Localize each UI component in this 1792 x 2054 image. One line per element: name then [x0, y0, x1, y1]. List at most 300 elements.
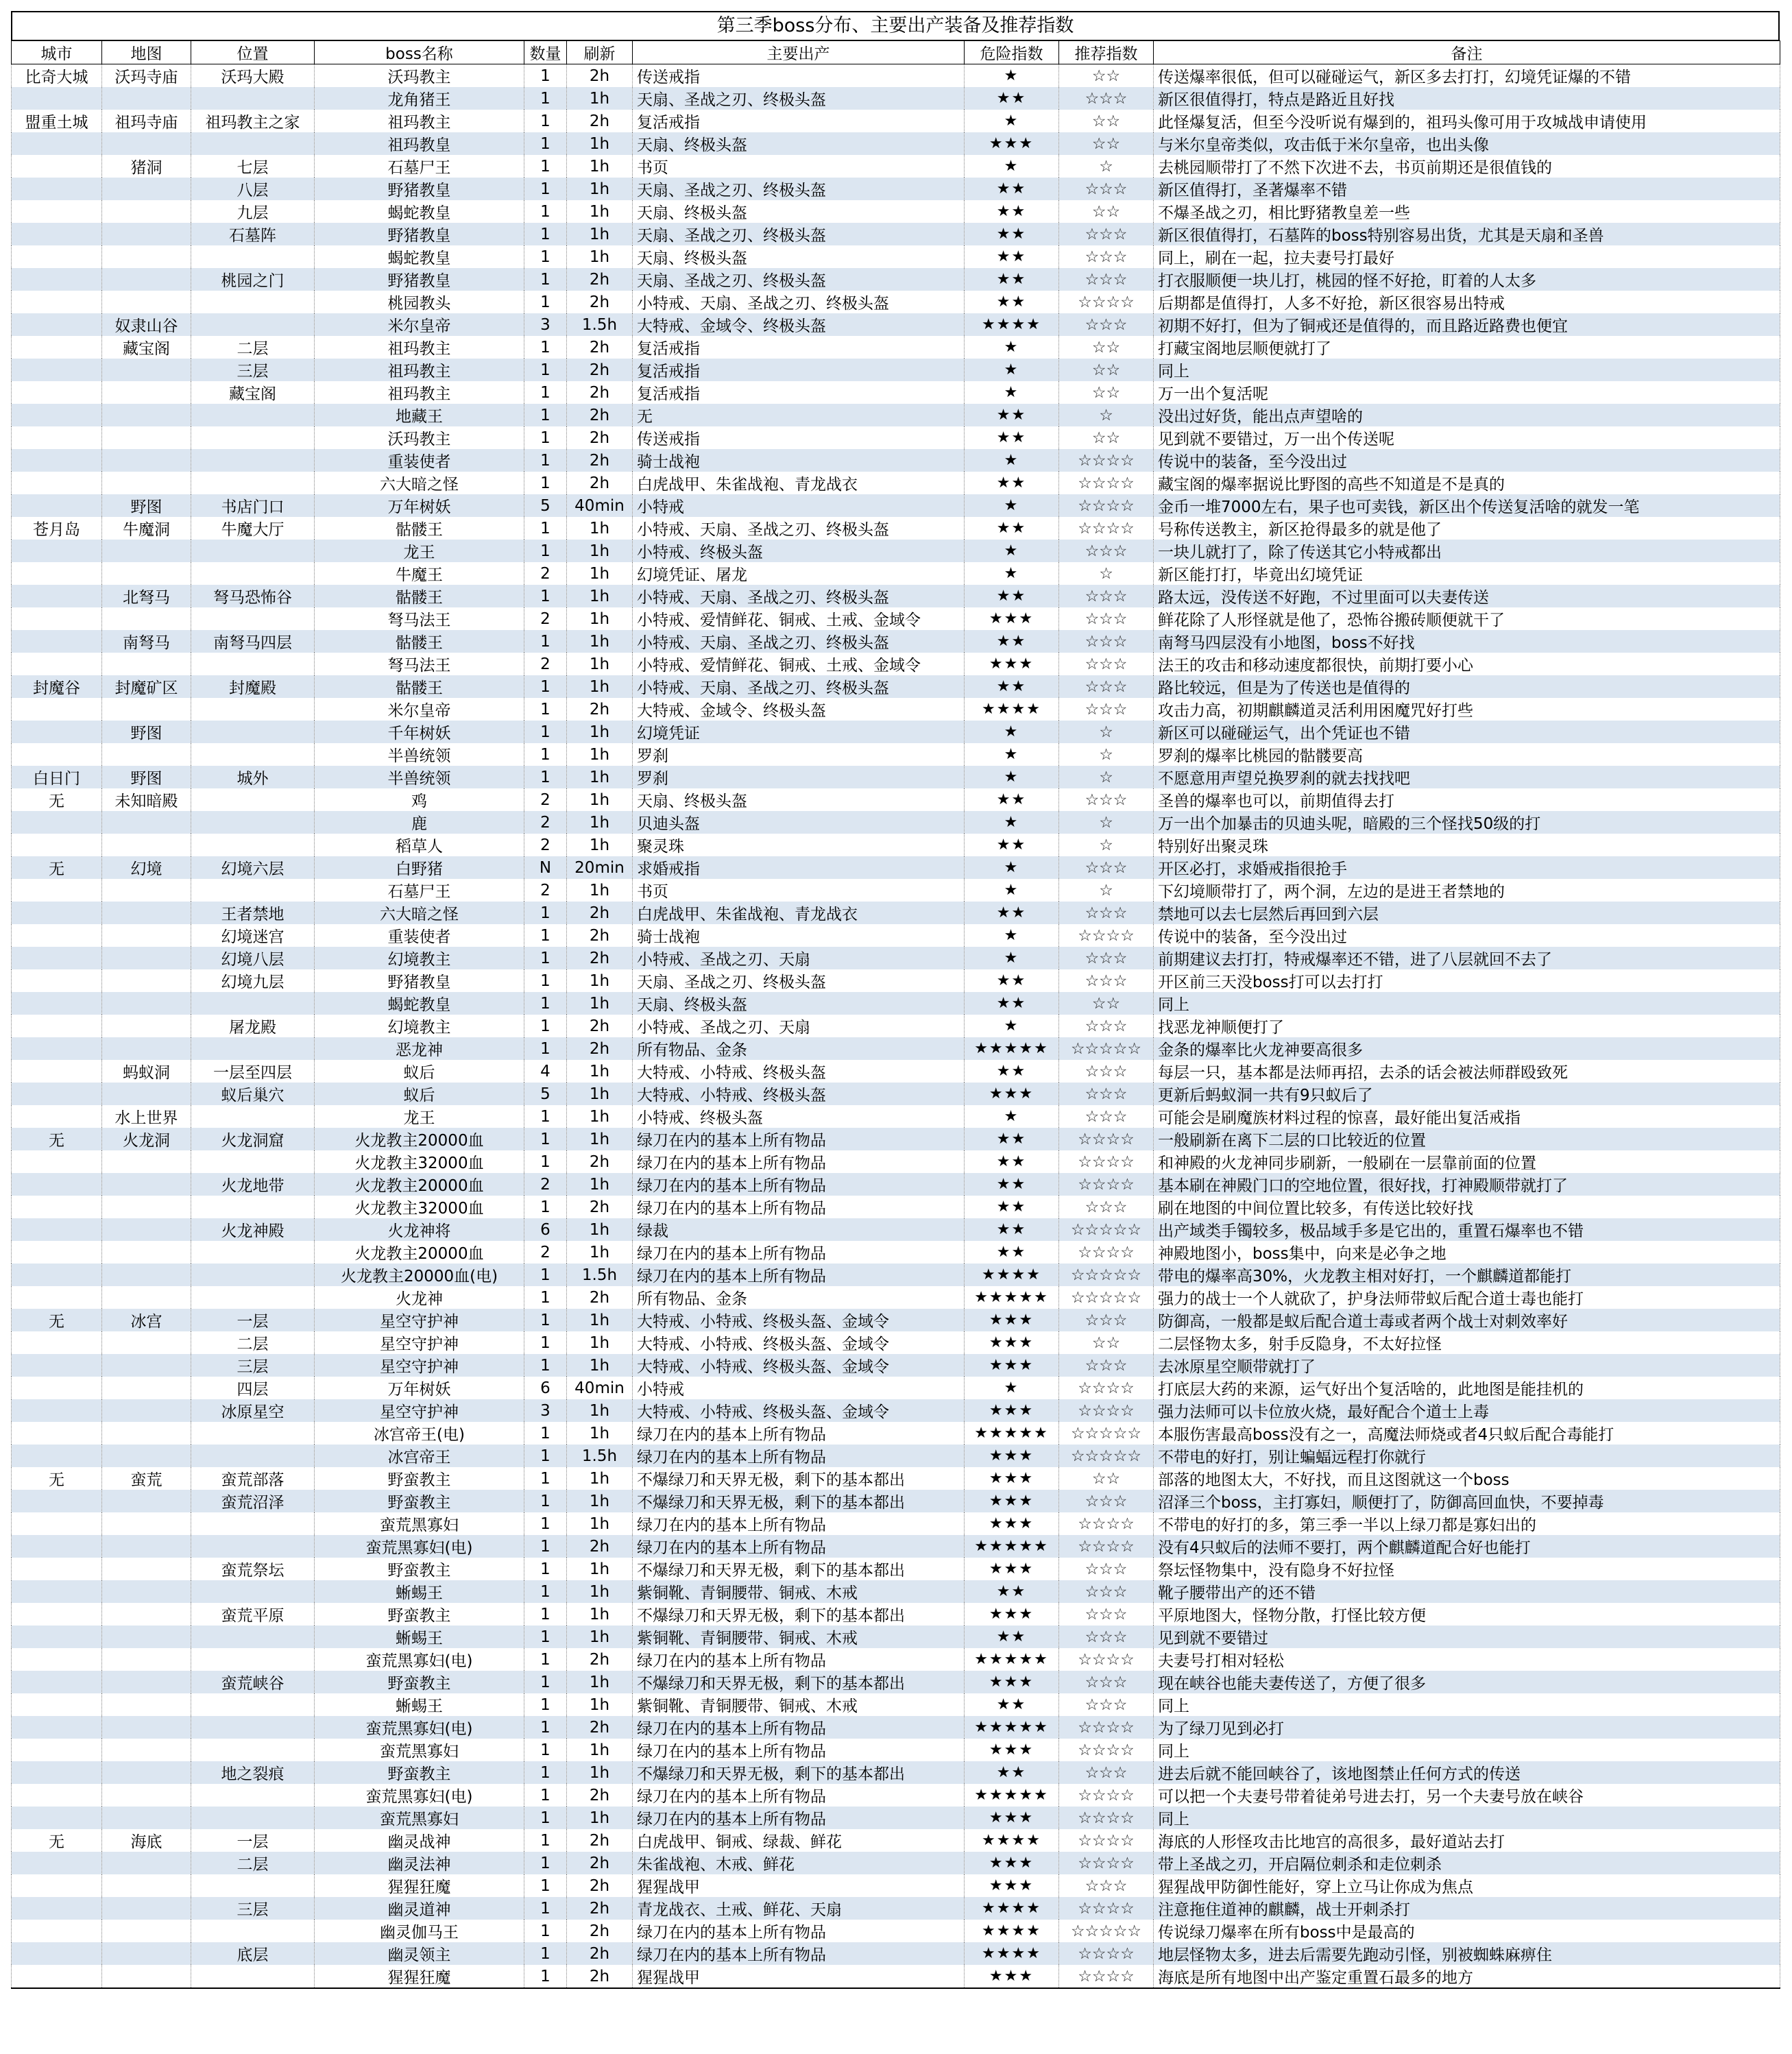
refresh-cell: 2h — [567, 1942, 633, 1965]
city-cell — [12, 607, 102, 630]
danger-cell: ★ — [965, 562, 1059, 585]
map-cell — [102, 1739, 191, 1761]
refresh-cell: 1h — [567, 1422, 633, 1445]
city-cell — [12, 969, 102, 992]
city-cell — [12, 1241, 102, 1264]
drop-cell: 传送戒指 — [633, 426, 965, 449]
refresh-cell: 1h — [567, 1693, 633, 1716]
refresh-cell: 1h — [567, 223, 633, 245]
refresh-cell: 1h — [567, 721, 633, 743]
city-cell — [12, 494, 102, 517]
danger-cell: ★★ — [965, 1196, 1059, 1218]
location-cell: 蚁后巢穴 — [191, 1083, 315, 1105]
recommend-cell: ☆☆☆☆ — [1059, 1739, 1154, 1761]
city-cell — [12, 1874, 102, 1897]
refresh-cell: 2h — [567, 336, 633, 359]
count-cell: 1 — [524, 1829, 567, 1852]
drop-cell: 无 — [633, 404, 965, 426]
recommend-cell: ☆☆☆☆ — [1059, 1241, 1154, 1264]
table-row — [12, 721, 1780, 743]
table-row — [12, 64, 1780, 88]
city-cell — [12, 1920, 102, 1942]
drop-cell: 小特戒、爱情鲜花、铜戒、土戒、金域令 — [633, 607, 965, 630]
table-row — [12, 1761, 1780, 1784]
danger-cell: ★★ — [965, 1580, 1059, 1603]
location-cell — [191, 1535, 315, 1558]
table-row — [12, 1626, 1780, 1648]
map-cell — [102, 924, 191, 947]
map-cell: 蚂蚁洞 — [102, 1060, 191, 1083]
map-cell — [102, 1173, 191, 1196]
table-row — [12, 1083, 1780, 1105]
boss-name-cell: 半兽统领 — [315, 743, 524, 766]
location-cell — [191, 1920, 315, 1942]
danger-cell: ★★ — [965, 404, 1059, 426]
table-row — [12, 291, 1780, 313]
recommend-cell: ☆☆☆ — [1059, 1083, 1154, 1105]
note-cell: 新区值得打，圣著爆率不错 — [1154, 178, 1780, 200]
header-cell: 位置 — [191, 41, 315, 64]
recommend-cell: ☆☆☆ — [1059, 653, 1154, 675]
count-cell: 1 — [524, 426, 567, 449]
city-cell — [12, 1807, 102, 1829]
city-cell — [12, 1331, 102, 1354]
table-row — [12, 87, 1780, 110]
note-cell: 没有4只蚁后的法师不要打，两个麒麟道配合好也能打 — [1154, 1535, 1780, 1558]
danger-cell: ★★ — [965, 1173, 1059, 1196]
boss-name-cell: 火龙教主20000血 — [315, 1128, 524, 1150]
boss-name-cell: 蚁后 — [315, 1060, 524, 1083]
count-cell: 1 — [524, 630, 567, 653]
drop-cell: 传送戒指 — [633, 64, 965, 88]
city-cell — [12, 834, 102, 856]
table-row — [12, 1897, 1780, 1920]
location-cell: 二层 — [191, 336, 315, 359]
danger-cell: ★ — [965, 879, 1059, 902]
note-cell: 带电的爆率高30%，火龙教主相对好打，一个麒麟道都能打 — [1154, 1264, 1780, 1286]
boss-name-cell: 火龙教主20000血 — [315, 1241, 524, 1264]
map-cell — [102, 1196, 191, 1218]
drop-cell: 大特戒、小特戒、终极头盔、金域令 — [633, 1331, 965, 1354]
danger-cell: ★ — [965, 155, 1059, 178]
note-cell: 平原地图大，怪物分散，打怪比较方便 — [1154, 1603, 1780, 1626]
table-row — [12, 1422, 1780, 1445]
recommend-cell: ☆☆☆ — [1059, 788, 1154, 811]
drop-cell: 绿刀在内的基本上所有物品 — [633, 1920, 965, 1942]
location-cell: 蛮荒部落 — [191, 1467, 315, 1490]
recommend-cell: ☆☆☆☆ — [1059, 1807, 1154, 1829]
recommend-cell: ☆ — [1059, 404, 1154, 426]
note-cell: 一般刷新在离下二层的口比较近的位置 — [1154, 1128, 1780, 1150]
recommend-cell: ☆☆ — [1059, 359, 1154, 381]
boss-name-cell: 重装使者 — [315, 924, 524, 947]
location-cell — [191, 291, 315, 313]
refresh-cell: 1h — [567, 200, 633, 223]
table-row — [12, 879, 1780, 902]
note-cell: 去冰原星空顺带就打了 — [1154, 1354, 1780, 1377]
danger-cell: ★★ — [965, 675, 1059, 698]
map-cell — [102, 1671, 191, 1693]
count-cell: 1 — [524, 245, 567, 268]
location-cell — [191, 743, 315, 766]
table-row — [12, 268, 1780, 291]
count-cell: 1 — [524, 1264, 567, 1286]
table-row — [12, 1716, 1780, 1739]
count-cell: 1 — [524, 947, 567, 969]
location-cell: 蛮荒祭坛 — [191, 1558, 315, 1580]
boss-name-cell: 野猪教皇 — [315, 223, 524, 245]
city-cell — [12, 1218, 102, 1241]
drop-cell: 复活戒指 — [633, 336, 965, 359]
note-cell: 同上，刷在一起，拉夫妻号打最好 — [1154, 245, 1780, 268]
drop-cell: 贝迪头盔 — [633, 811, 965, 834]
boss-name-cell: 骷髅王 — [315, 675, 524, 698]
note-cell: 同上 — [1154, 1693, 1780, 1716]
note-cell: 可以把一个夫妻号带着徒弟号进去打，另一个夫妻号放在峡谷 — [1154, 1784, 1780, 1807]
table-row — [12, 426, 1780, 449]
boss-name-cell: 重装使者 — [315, 449, 524, 472]
table-row — [12, 1037, 1780, 1060]
danger-cell: ★★ — [965, 992, 1059, 1015]
refresh-cell: 1h — [567, 1558, 633, 1580]
recommend-cell: ☆ — [1059, 155, 1154, 178]
city-cell — [12, 1784, 102, 1807]
city-cell — [12, 381, 102, 404]
table-row — [12, 1377, 1780, 1399]
drop-cell: 小特戒、圣战之刃、天扇 — [633, 1015, 965, 1037]
danger-cell: ★★ — [965, 834, 1059, 856]
header-cell: 备注 — [1154, 41, 1780, 64]
danger-cell: ★★ — [965, 1693, 1059, 1716]
refresh-cell: 1h — [567, 788, 633, 811]
note-cell: 进去后就不能回峡谷了，该地图禁止任何方式的传送 — [1154, 1761, 1780, 1784]
table-row — [12, 1309, 1780, 1331]
count-cell: 1 — [524, 766, 567, 788]
count-cell: 1 — [524, 87, 567, 110]
recommend-cell: ☆☆☆☆ — [1059, 494, 1154, 517]
recommend-cell: ☆☆ — [1059, 336, 1154, 359]
drop-cell: 不爆绿刀和天界无极，剩下的基本都出 — [633, 1671, 965, 1693]
location-cell — [191, 245, 315, 268]
note-cell: 金币一堆7000左右，果子也可卖钱，新区出个传送复活啥的就发一笔 — [1154, 494, 1780, 517]
note-cell: 每层一只，基本都是法师再招，去杀的话会被法师群殴致死 — [1154, 1060, 1780, 1083]
location-cell — [191, 1693, 315, 1716]
count-cell: 1 — [524, 1739, 567, 1761]
city-cell — [12, 992, 102, 1015]
table-row — [12, 1105, 1780, 1128]
recommend-cell: ☆☆☆☆ — [1059, 1173, 1154, 1196]
note-cell: 与米尔皇帝类似，攻击低于米尔皇帝，也出头像 — [1154, 132, 1780, 155]
recommend-cell: ☆☆☆☆ — [1059, 1512, 1154, 1535]
city-cell — [12, 630, 102, 653]
count-cell: 2 — [524, 834, 567, 856]
table-row — [12, 1648, 1780, 1671]
count-cell: 1 — [524, 359, 567, 381]
boss-name-cell: 弩马法王 — [315, 653, 524, 675]
danger-cell: ★ — [965, 1015, 1059, 1037]
note-cell: 出产域类手镯较多，极品域手多是它出的，重置石爆率也不错 — [1154, 1218, 1780, 1241]
table-row — [12, 223, 1780, 245]
drop-cell: 青龙战衣、土戒、鲜花、天扇 — [633, 1897, 965, 1920]
count-cell: 1 — [524, 1965, 567, 1988]
note-cell: 攻击力高，初期麒麟道灵活利用困魔咒好打些 — [1154, 698, 1780, 721]
location-cell — [191, 1445, 315, 1467]
boss-name-cell: 万年树妖 — [315, 1377, 524, 1399]
count-cell: 1 — [524, 698, 567, 721]
city-cell — [12, 1083, 102, 1105]
drop-cell: 大特戒、小特戒、终极头盔、金域令 — [633, 1399, 965, 1422]
location-cell: 石墓阵 — [191, 223, 315, 245]
count-cell: 1 — [524, 743, 567, 766]
location-cell: 一层至四层 — [191, 1060, 315, 1083]
note-cell: 法王的攻击和移动速度都很快，前期打要小心 — [1154, 653, 1780, 675]
recommend-cell: ☆☆ — [1059, 132, 1154, 155]
map-cell — [102, 1445, 191, 1467]
refresh-cell: 1.5h — [567, 313, 633, 336]
table-row — [12, 1874, 1780, 1897]
recommend-cell: ☆☆☆ — [1059, 675, 1154, 698]
note-cell: 一块儿就打了，除了传送其它小特戒都出 — [1154, 540, 1780, 562]
count-cell: 1 — [524, 1671, 567, 1693]
drop-cell: 天扇、终极头盔 — [633, 992, 965, 1015]
note-cell: 万一出个复活呢 — [1154, 381, 1780, 404]
note-cell: 靴子腰带出产的还不错 — [1154, 1580, 1780, 1603]
refresh-cell: 1h — [567, 992, 633, 1015]
note-cell: 同上 — [1154, 359, 1780, 381]
map-cell — [102, 1852, 191, 1874]
map-cell — [102, 562, 191, 585]
refresh-cell: 2h — [567, 1897, 633, 1920]
recommend-cell: ☆☆☆ — [1059, 313, 1154, 336]
boss-name-cell: 野蛮教主 — [315, 1467, 524, 1490]
recommend-cell: ☆☆☆ — [1059, 1105, 1154, 1128]
boss-name-cell: 蛮荒黑寡妇(电) — [315, 1648, 524, 1671]
recommend-cell: ☆☆☆ — [1059, 1693, 1154, 1716]
boss-name-cell: 蝎蛇教皇 — [315, 992, 524, 1015]
table-row — [12, 1128, 1780, 1150]
map-cell — [102, 1241, 191, 1264]
table-row — [12, 1196, 1780, 1218]
danger-cell: ★★★ — [965, 1512, 1059, 1535]
boss-name-cell: 星空守护神 — [315, 1309, 524, 1331]
note-cell: 为了绿刀见到必打 — [1154, 1716, 1780, 1739]
location-cell: 火龙洞窟 — [191, 1128, 315, 1150]
boss-name-cell: 幽灵法神 — [315, 1852, 524, 1874]
refresh-cell: 1h — [567, 607, 633, 630]
table-row — [12, 336, 1780, 359]
table-row — [12, 381, 1780, 404]
count-cell: 1 — [524, 1445, 567, 1467]
boss-name-cell: 蝎蛇教皇 — [315, 245, 524, 268]
location-cell: 二层 — [191, 1331, 315, 1354]
table-row — [12, 359, 1780, 381]
refresh-cell: 1h — [567, 540, 633, 562]
note-cell: 传说绿刀爆率在所有boss中是最高的 — [1154, 1920, 1780, 1942]
danger-cell: ★★ — [965, 268, 1059, 291]
danger-cell: ★★★★★ — [965, 1286, 1059, 1309]
refresh-cell: 2h — [567, 1037, 633, 1060]
danger-cell: ★ — [965, 336, 1059, 359]
map-cell: 蛮荒 — [102, 1467, 191, 1490]
danger-cell: ★★★★ — [965, 1264, 1059, 1286]
note-cell: 可能会是刷魔族材料过程的惊喜，最好能出复活戒指 — [1154, 1105, 1780, 1128]
city-cell — [12, 1693, 102, 1716]
danger-cell: ★★★★★ — [965, 1784, 1059, 1807]
danger-cell: ★ — [965, 359, 1059, 381]
danger-cell: ★★★ — [965, 1490, 1059, 1512]
refresh-cell: 2h — [567, 426, 633, 449]
drop-cell: 骑士战袍 — [633, 924, 965, 947]
map-cell — [102, 1942, 191, 1965]
table-row — [12, 245, 1780, 268]
city-cell — [12, 924, 102, 947]
recommend-cell: ☆☆☆ — [1059, 607, 1154, 630]
boss-name-cell: 祖玛教主 — [315, 359, 524, 381]
header-cell: 推荐指数 — [1059, 41, 1154, 64]
city-cell — [12, 1399, 102, 1422]
recommend-cell: ☆☆☆ — [1059, 178, 1154, 200]
city-cell — [12, 336, 102, 359]
note-cell: 鲜花除了人形怪就是他了，恐怖谷搬砖顺便就干了 — [1154, 607, 1780, 630]
refresh-cell: 1h — [567, 1580, 633, 1603]
refresh-cell: 2h — [567, 1150, 633, 1173]
location-cell: 桃园之门 — [191, 268, 315, 291]
table-row — [12, 1445, 1780, 1467]
danger-cell: ★ — [965, 743, 1059, 766]
drop-cell: 绿刀在内的基本上所有物品 — [633, 1196, 965, 1218]
location-cell — [191, 1807, 315, 1829]
city-cell: 封魔谷 — [12, 675, 102, 698]
boss-name-cell: 火龙教主20000血 — [315, 1173, 524, 1196]
location-cell — [191, 992, 315, 1015]
map-cell: 藏宝阁 — [102, 336, 191, 359]
drop-cell: 小特戒、圣战之刃、天扇 — [633, 947, 965, 969]
drop-cell: 紫铜靴、青铜腰带、铜戒、木戒 — [633, 1693, 965, 1716]
table-row — [12, 1264, 1780, 1286]
danger-cell: ★★ — [965, 630, 1059, 653]
table-row — [12, 698, 1780, 721]
map-cell — [102, 1965, 191, 1988]
map-cell: 水上世界 — [102, 1105, 191, 1128]
recommend-cell: ☆☆☆☆☆ — [1059, 1218, 1154, 1241]
map-cell — [102, 607, 191, 630]
refresh-cell: 1.5h — [567, 1445, 633, 1467]
location-cell — [191, 1716, 315, 1739]
count-cell: 1 — [524, 132, 567, 155]
note-cell: 打衣服顺便一块儿打，桃园的怪不好抢，盯着的人太多 — [1154, 268, 1780, 291]
boss-name-cell: 野猪教皇 — [315, 178, 524, 200]
location-cell: 城外 — [191, 766, 315, 788]
danger-cell: ★★★★ — [965, 313, 1059, 336]
note-cell: 找恶龙神顺便打了 — [1154, 1015, 1780, 1037]
drop-cell: 不爆绿刀和天界无极，剩下的基本都出 — [633, 1558, 965, 1580]
city-cell: 无 — [12, 1128, 102, 1150]
drop-cell: 小特戒、天扇、圣战之刃、终极头盔 — [633, 675, 965, 698]
refresh-cell: 1h — [567, 1241, 633, 1264]
location-cell: 三层 — [191, 1354, 315, 1377]
refresh-cell: 2h — [567, 924, 633, 947]
refresh-cell: 2h — [567, 381, 633, 404]
map-cell — [102, 1422, 191, 1445]
map-cell — [102, 359, 191, 381]
boss-name-cell: 星空守护神 — [315, 1354, 524, 1377]
danger-cell: ★★★ — [965, 1852, 1059, 1874]
table-row — [12, 1354, 1780, 1377]
refresh-cell: 20min — [567, 856, 633, 879]
map-cell — [102, 223, 191, 245]
note-cell: 同上 — [1154, 992, 1780, 1015]
city-cell: 苍月岛 — [12, 517, 102, 540]
city-cell — [12, 1603, 102, 1626]
danger-cell: ★★★ — [965, 1739, 1059, 1761]
count-cell: 1 — [524, 1422, 567, 1445]
table-row — [12, 1060, 1780, 1083]
city-cell — [12, 1264, 102, 1286]
refresh-cell: 1h — [567, 585, 633, 607]
count-cell: 3 — [524, 313, 567, 336]
recommend-cell: ☆☆ — [1059, 1331, 1154, 1354]
note-cell: 号称传送教主，新区抢得最多的就是他了 — [1154, 517, 1780, 540]
drop-cell: 天扇、圣战之刃、终极头盔 — [633, 223, 965, 245]
location-cell — [191, 721, 315, 743]
boss-table — [11, 40, 1780, 1989]
location-cell: 南弩马四层 — [191, 630, 315, 653]
refresh-cell: 40min — [567, 1377, 633, 1399]
table-row — [12, 947, 1780, 969]
count-cell: 1 — [524, 585, 567, 607]
boss-name-cell: 火龙教主32000血 — [315, 1150, 524, 1173]
drop-cell: 不爆绿刀和天界无极，剩下的基本都出 — [633, 1490, 965, 1512]
boss-name-cell: 野猪教皇 — [315, 969, 524, 992]
city-cell — [12, 653, 102, 675]
location-cell — [191, 607, 315, 630]
city-cell — [12, 1286, 102, 1309]
note-cell: 开区必打，求婚戒指很抢手 — [1154, 856, 1780, 879]
note-cell: 二层怪物太多，射手反隐身，不太好拉怪 — [1154, 1331, 1780, 1354]
location-cell: 三层 — [191, 359, 315, 381]
map-cell: 奴隶山谷 — [102, 313, 191, 336]
count-cell: 1 — [524, 969, 567, 992]
recommend-cell: ☆☆☆☆ — [1059, 449, 1154, 472]
table-row — [12, 1671, 1780, 1693]
count-cell: 1 — [524, 1512, 567, 1535]
drop-cell: 绿刀在内的基本上所有物品 — [633, 1264, 965, 1286]
count-cell: 1 — [524, 404, 567, 426]
location-cell: 幻境六层 — [191, 856, 315, 879]
refresh-cell: 2h — [567, 698, 633, 721]
boss-name-cell: 星空守护神 — [315, 1331, 524, 1354]
boss-name-cell: 幽灵道神 — [315, 1897, 524, 1920]
map-cell: 封魔矿区 — [102, 675, 191, 698]
danger-cell: ★★ — [965, 788, 1059, 811]
location-cell: 蛮荒沼泽 — [191, 1490, 315, 1512]
refresh-cell: 2h — [567, 1716, 633, 1739]
drop-cell: 猩猩战甲 — [633, 1874, 965, 1897]
city-cell — [12, 1354, 102, 1377]
location-cell — [191, 1739, 315, 1761]
recommend-cell: ☆☆☆ — [1059, 902, 1154, 924]
location-cell: 幻境迷宫 — [191, 924, 315, 947]
city-cell — [12, 1196, 102, 1218]
map-cell — [102, 1761, 191, 1784]
boss-name-cell: 半兽统领 — [315, 766, 524, 788]
drop-cell: 白虎战甲、朱雀战袍、青龙战衣 — [633, 472, 965, 494]
location-cell: 沃玛大殿 — [191, 64, 315, 88]
boss-name-cell: 弩马法王 — [315, 607, 524, 630]
note-cell: 前期建议去打打，特戒爆率还不错，进了八层就回不去了 — [1154, 947, 1780, 969]
map-cell — [102, 1015, 191, 1037]
city-cell — [12, 540, 102, 562]
